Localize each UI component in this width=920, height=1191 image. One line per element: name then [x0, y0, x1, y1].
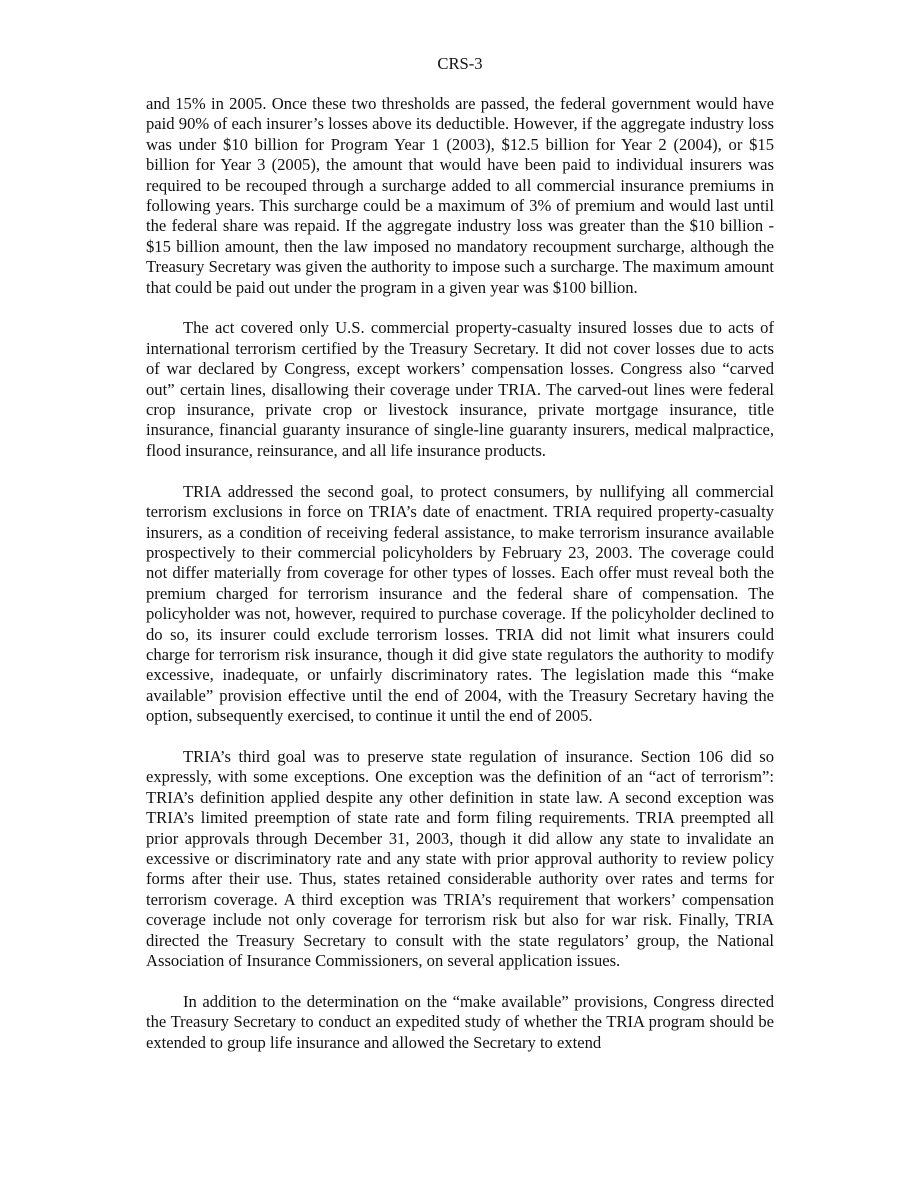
paragraph-group-life-study: In addition to the determination on the “make available” provisions, Congress directed the Treasury Secretary to conduct an expedited study of whether the TRIA program should be extended to group life insurance and allowed the Secretary to extend: [146, 991, 774, 1052]
paragraph-continuation: and 15% in 2005. Once these two thresholds are passed, the federal government would have paid 90% of each insurer’s losses above its deductible. However, if the aggregate industry loss was under $10 billion for Program Year 1 (2003), $12.5 billion for Year 2 (2004), or $15 billion for Year 3 (2005), the amount that would have been paid to individual insurers was required to be recouped through a surcharge added to all commercial insurance premiums in following years. This surcharge could be a maximum of 3% of premium and would last until the federal share was repaid. If the aggregate industry loss was greater than the $10 billion - $15 billion amount, then the law imposed no mandatory recoupment surcharge, although the Treasury Secretary was given the authority to impose such a surcharge. The maximum amount that could be paid out under the program in a given year was $100 billion.: [146, 94, 774, 297]
paragraph-coverage-scope: The act covered only U.S. commercial property-casualty insured losses due to acts of international terrorism certified by the Treasury Secretary. It did not cover losses due to acts of war declared by Congress, except workers’ compensation losses. Congress also “carved out” certain lines, disallowing their coverage under TRIA. The carved-out lines were federal crop insurance, private crop or livestock insurance, private mortgage insurance, title insurance, financial guaranty insurance of single-line guaranty insurers, medical malpractice, flood insurance, reinsurance, and all life insurance products.: [146, 318, 774, 460]
document-page: [146, 54, 774, 1073]
paragraph-consumer-protection: TRIA addressed the second goal, to protect consumers, by nullifying all commercial terrorism exclusions in force on TRIA’s date of enactment. TRIA required property-casualty insurers, as a condition of receiving federal assistance, to make terrorism insurance available prospectively to their commercial policyholders by February 23, 2003. The coverage could not differ materially from coverage for other types of losses. Each offer must reveal both the premium charged for terrorism insurance and the federal share of compensation. The policyholder was not, however, required to purchase coverage. If the policyholder declined to do so, its insurer could exclude terrorism losses. TRIA did not limit what insurers could charge for terrorism risk insurance, though it did give state regulators the authority to modify excessive, inadequate, or unfairly discriminatory rates. The legislation made this “make available” provision effective until the end of 2004, with the Treasury Secretary having the option, subsequently exercised, to continue it until the end of 2005.: [146, 481, 774, 726]
paragraph-state-regulation: TRIA’s third goal was to preserve state regulation of insurance. Section 106 did so expressly, with some exceptions. One exception was the definition of an “act of terrorism”: TRIA’s definition applied despite any other definition in state law. A second exception was TRIA’s limited preemption of state rate and form filing requirements. TRIA preempted all prior approvals through December 31, 2003, though it did allow any state to invalidate an excessive or discriminatory rate and any state with prior approval authority to review policy forms after their use. Thus, states retained considerable authority over rates and terms for terrorism coverage. A third exception was TRIA’s requirement that workers’ compensation coverage include not only coverage for terrorism risk but also for war risk. Finally, TRIA directed the Treasury Secretary to consult with the state regulators’ group, the National Association of Insurance Commissioners, on several application issues.: [146, 746, 774, 971]
page-header: CRS-3: [437, 54, 483, 73]
